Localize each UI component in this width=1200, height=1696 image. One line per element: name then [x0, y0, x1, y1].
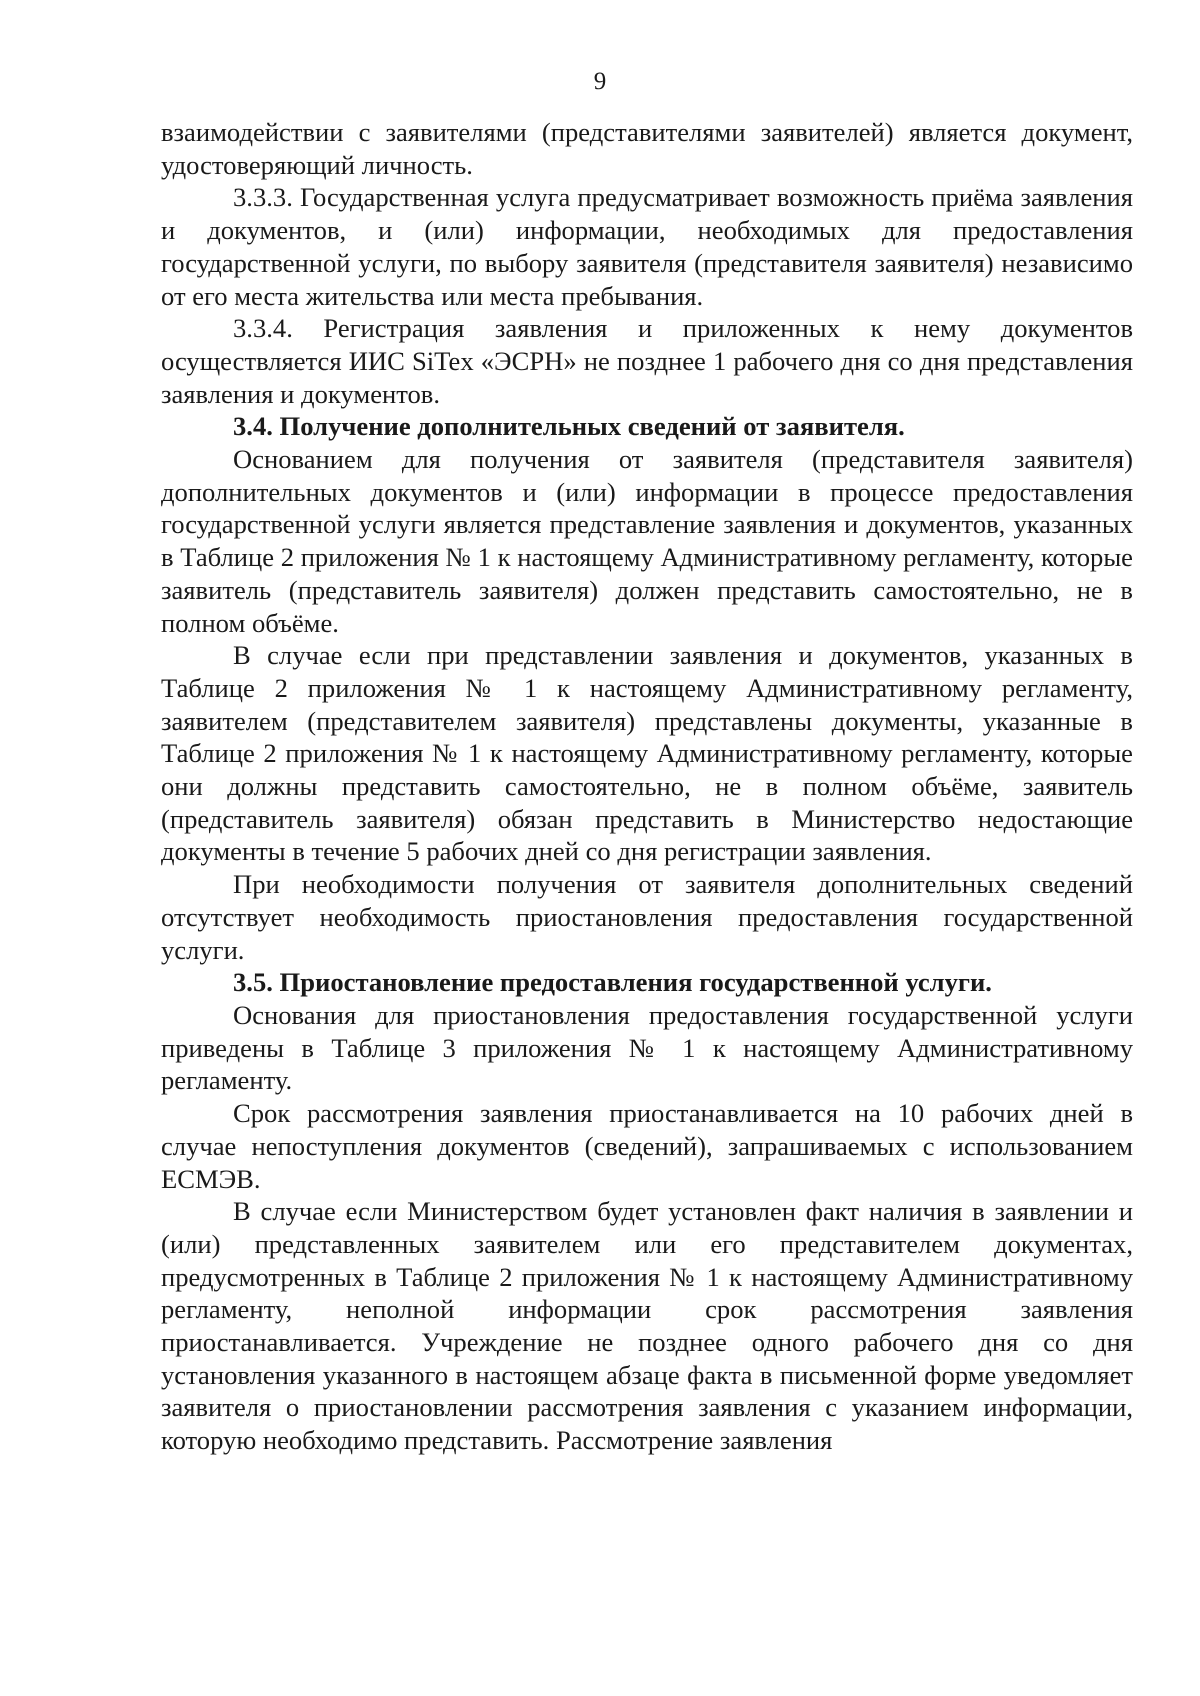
- paragraph-additional-info-basis: Основанием для получения от заявителя (представителя заявителя) дополнительных документов и (или) информации в процессе предоставления государственной услуги является представление заявления и документов, указанных в Таблице 2 приложения № 1 к настоящему Административному регламенту, которые заявитель (представитель заявителя) должен представить самостоятельно, не в полном объёме.: [161, 444, 1133, 638]
- paragraph-identity-document: взаимодействии с заявителями (представителями заявителей) является документ, удостоверяющий личность.: [161, 117, 1133, 180]
- document-body: [161, 116, 1133, 1457]
- paragraph-3-3-3: 3.3.3. Государственная услуга предусматривает возможность приёма заявления и документов, и (или) информации, необходимых для предоставления государственной услуги, по выбору заявителя (представителя заявителя) независимо от его места жительства или места пребывания.: [161, 182, 1133, 311]
- page-number: 9: [593, 68, 607, 95]
- section-heading-3-4: 3.4. Получение дополнительных сведений от заявителя.: [233, 411, 905, 442]
- paragraph-incomplete-information: В случае если Министерством будет установлен факт наличия в заявлении и (или) представленных заявителем или его представителем документах, предусмотренных в Таблице 2 приложения № 1 к настоящему Административному регламенту, неполной информации срок рассмотрения заявления приостанавливается. Учреждение не позднее одного рабочего дня со дня установления указанного в настоящем абзаце факта в письменной форме уведомляет заявителя о приостановлении рассмотрения заявления с указанием информации, которую необходимо представить. Рассмотрение заявления: [161, 1196, 1133, 1456]
- paragraph-suspension-term: Срок рассмотрения заявления приостанавливается на 10 рабочих дней в случае непоступления документов (сведений), запрашиваемых с использованием ЕСМЭВ.: [161, 1098, 1133, 1194]
- paragraph-no-suspension: При необходимости получения от заявителя дополнительных сведений отсутствует необходимость приостановления предоставления государственной услуги.: [161, 869, 1133, 965]
- paragraph-suspension-grounds: Основания для приостановления предоставления государственной услуги приведены в Таблице 3 приложения № 1 к настоящему Административному регламенту.: [161, 999, 1133, 1096]
- paragraph-3-3-4: 3.3.4. Регистрация заявления и приложенных к нему документов осуществляется ИИС SiTex «ЭСРН» не позднее 1 рабочего дня со дня представления заявления и документов.: [161, 313, 1133, 409]
- paragraph-incomplete-documents: В случае если при представлении заявления и документов, указанных в Таблице 2 приложения № 1 к настоящему Административному регламенту, заявителем (представителем заявителя) представлены документы, указанные в Таблице 2 приложения № 1 к настоящему Административному регламенту, которые они должны представить самостоятельно, не в полном объёме, заявитель (представитель заявителя) обязан представить в Министерство недостающие документы в течение 5 рабочих дней со дня регистрации заявления.: [161, 640, 1133, 867]
- section-heading-3-5: 3.5. Приостановление предоставления государственной услуги.: [233, 967, 992, 998]
